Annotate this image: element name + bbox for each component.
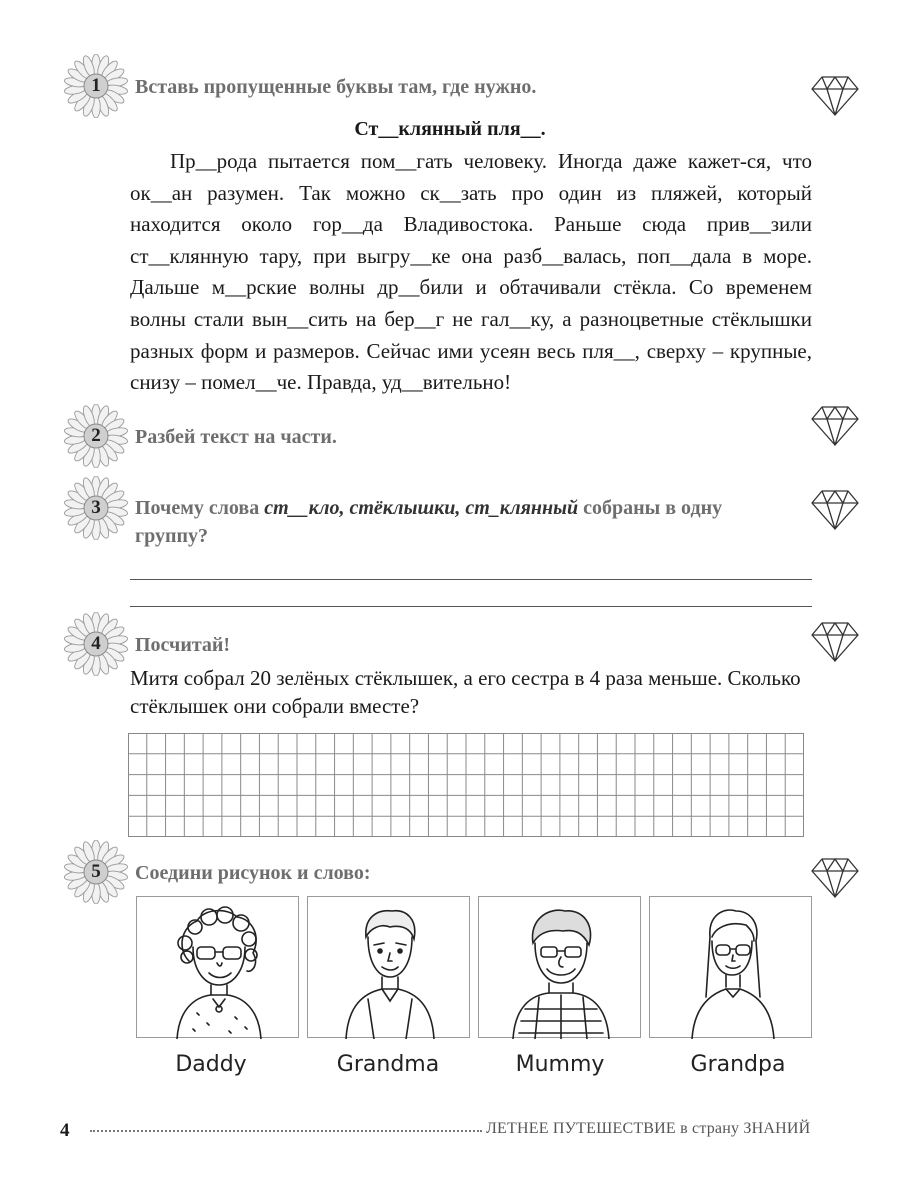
diamond-icon: [810, 404, 860, 448]
task-4-badge: [64, 612, 128, 676]
answer-grid[interactable]: [128, 733, 804, 837]
task-2-badge: [64, 404, 128, 468]
heading-words: ст__кло, стёклышки, ст_клянный: [264, 497, 579, 519]
task-number: 3: [91, 497, 101, 518]
task-3-badge: [64, 476, 128, 540]
daddy-drawing: [308, 897, 471, 1039]
match-word[interactable]: Mummy: [515, 1052, 605, 1077]
page-number: 4: [60, 1120, 70, 1141]
match-word[interactable]: Grandpa: [690, 1052, 786, 1077]
match-word[interactable]: Grandma: [336, 1052, 440, 1077]
diamond-icon: [810, 488, 860, 532]
picture-card-daddy[interactable]: [307, 896, 470, 1038]
mummy-drawing: [650, 897, 813, 1039]
match-word[interactable]: Daddy: [175, 1052, 247, 1077]
task-number: 2: [91, 425, 101, 446]
answer-line[interactable]: [130, 579, 812, 580]
picture-card-grandpa[interactable]: [478, 896, 641, 1038]
story-text: Пр__рода пытается пом__гать человеку. Иногда даже кажет-ся, что ок__ан разумен. Так можно ск__зать про один из пляжей, который находится около гор__да Владивостока. Раньше сюда прив__зили ст__клянную тару, при выгру__ке она разб__валась, поп__дала в море. Дальше м__рские волны др__били и обтачивали стёкла. Со временем волны стали вын__сить на бер__г не гал__ку, а разноцветные стёклышки разных форм и размеров. Сейчас ими усеян весь пля__, сверху – крупные, снизу – помел__че. Правда, уд__вительно!: [130, 149, 812, 395]
task-number: 4: [91, 633, 101, 654]
task-1-heading: Вставь пропущенные буквы там, где нужно.: [135, 76, 537, 98]
task-number: 1: [91, 75, 101, 96]
heading-end: собраны в одну группу?: [135, 497, 723, 547]
diamond-icon: [810, 620, 860, 664]
picture-card-grandma[interactable]: [136, 896, 299, 1038]
task-1-badge: [64, 54, 128, 118]
picture-card-mummy[interactable]: [649, 896, 812, 1038]
task-5-heading: Соедини рисунок и слово:: [135, 862, 371, 884]
diamond-icon: [810, 74, 860, 118]
grandma-drawing: [137, 897, 300, 1039]
problem-text: Митя собрал 20 зелёных стёклышек, а его сестра в 4 раза меньше. Сколько стёклышек они собрали вместе?: [130, 666, 801, 718]
answer-line[interactable]: [130, 606, 812, 607]
task-number: 5: [91, 861, 101, 882]
grandpa-drawing: [479, 897, 642, 1039]
task-5-badge: [64, 840, 128, 904]
task-2-heading: Разбей текст на части.: [135, 426, 337, 448]
task-4-heading: Посчитай!: [135, 634, 231, 656]
diamond-icon: [810, 856, 860, 900]
task-3-heading: [135, 494, 775, 550]
heading-start: Почему слова: [135, 497, 265, 519]
footer-dotted-leader: [90, 1130, 482, 1132]
story-title: Ст__клянный пля__.: [354, 118, 546, 140]
footer-title: ЛЕТНЕЕ ПУТЕШЕСТВИЕ в страну ЗНАНИЙ: [486, 1120, 811, 1137]
